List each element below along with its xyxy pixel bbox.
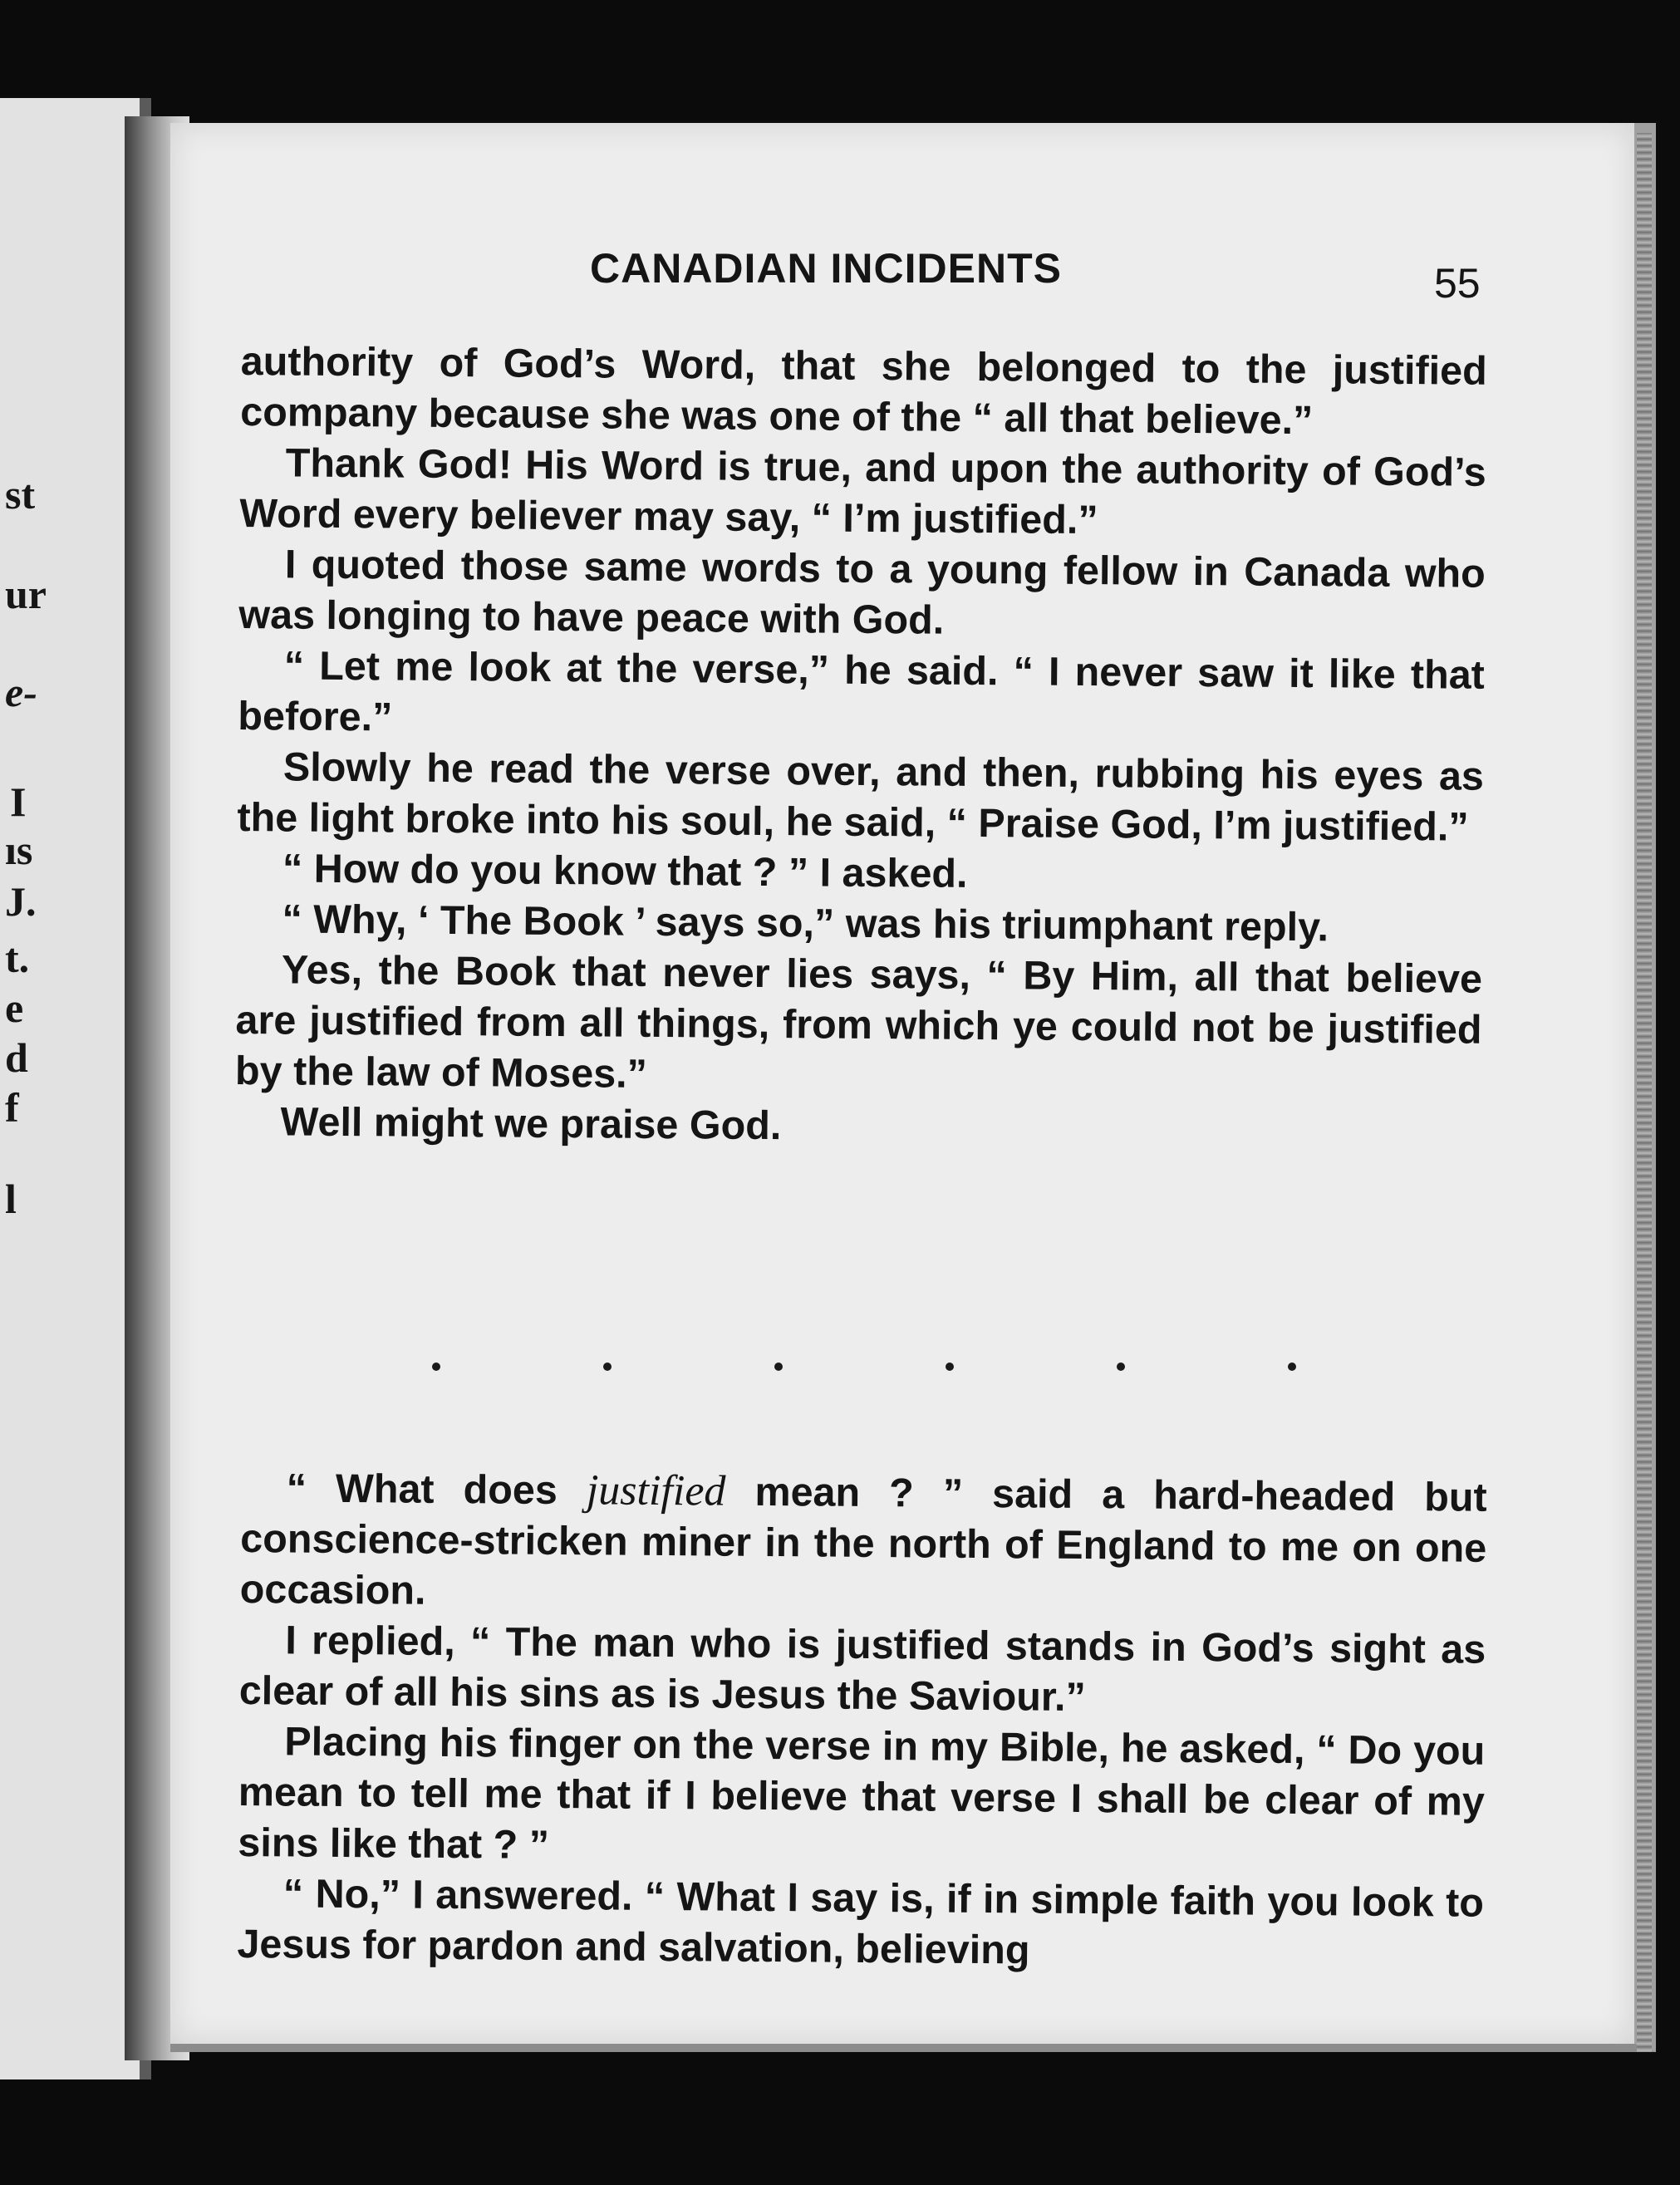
left-margin-text: e- (5, 669, 37, 715)
paragraph: I quoted those same words to a young fellow in Canada who was longing to have peace with God. (238, 542, 1486, 643)
left-margin-text: e (5, 984, 24, 1031)
text-section-1 (234, 336, 1487, 1157)
left-margin-text: t. (5, 935, 30, 981)
page-edge (1637, 133, 1652, 2052)
separator-dot (432, 1363, 440, 1371)
italic-word: justified (586, 1466, 726, 1515)
paragraph: Slowly he read the verse over, and then, rubbing his eyes as the light broke into his soul, he said, “ Praise God, I’m justified.” (237, 744, 1485, 850)
paragraph: “ No,” I answered. “ What I say is, if in simple faith you look to Jesus for pardon and salvation, believing (237, 1871, 1485, 1973)
separator-dot (946, 1363, 954, 1371)
text-run: mean ? ” said a hard-headed but conscience-stricken miner in the north of England to me on one occasion. (239, 1469, 1487, 1613)
left-margin-text: d (5, 1034, 28, 1081)
separator-dot (1117, 1363, 1125, 1371)
paragraph: “ Why, ‘ The Book ’ says so,” was his triumphant reply. (282, 896, 1329, 950)
paragraph: I replied, “ The man who is justified stands in God’s sight as clear of all his sins as is Jesus the Saviour.” (238, 1618, 1486, 1720)
section-separator (432, 1363, 1296, 1371)
left-margin-text: f (5, 1084, 19, 1131)
paragraph: Well might we praise God. (280, 1099, 782, 1149)
left-margin-text: st (5, 471, 36, 518)
left-margin-text: I (10, 778, 27, 825)
left-margin-text: l (5, 1176, 17, 1222)
left-margin-text: ıs (5, 827, 33, 873)
paragraph: Yes, the Book that never lies says, “ By Him, all that believe are justified from all things, from which ye could not be justified by the law of Moses.” (234, 947, 1483, 1097)
paragraph: Thank God! His Word is true, and upon the authority of God’s Word every believer may say, “ I’m justified.” (239, 440, 1486, 543)
running-title: CANADIAN INCIDENTS (590, 245, 1062, 292)
page-number: 55 (1434, 260, 1481, 307)
paragraph: “ How do you know that ? ” I asked. (282, 846, 968, 896)
separator-dot (603, 1363, 612, 1371)
text-section-2 (237, 1462, 1487, 1980)
separator-dot (774, 1363, 783, 1371)
paragraph: Placing his finger on the verse in my Bible, he asked, “ Do you mean to tell me that if I believe that verse I shall be clear of my sins like that ? ” (238, 1719, 1486, 1868)
text-run: “ What does (286, 1466, 587, 1514)
left-margin-text: J. (5, 878, 37, 925)
paragraph (240, 1462, 1487, 1625)
paragraph: authority of God’s Word, that she belonged to the justified company because she was one of the “ all that believe.” (240, 338, 1487, 444)
left-margin-text: ur (5, 571, 47, 617)
paragraph: “ Let me look at the verse,” he said. “ I never saw it like that before.” (238, 643, 1486, 740)
separator-dot (1288, 1363, 1296, 1371)
